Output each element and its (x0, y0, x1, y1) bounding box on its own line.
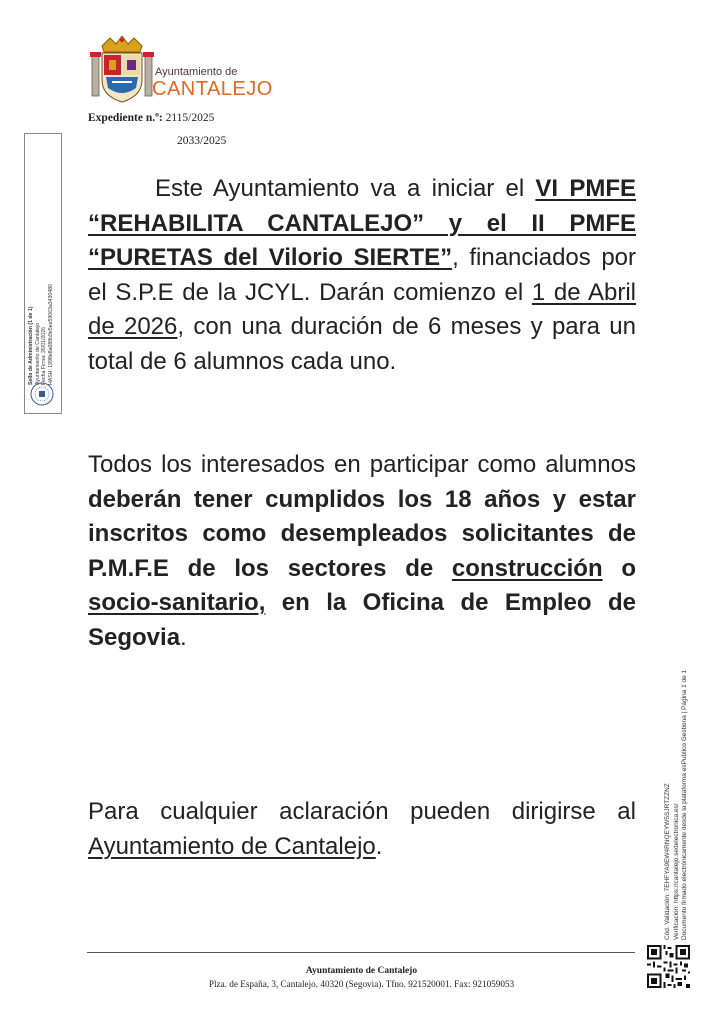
requirements-text: deberán tener cumplidos los 18 años y estar inscritos como desempleados solicitantes de P.M.F.E de los sectores de (88, 485, 636, 582)
seal-emblem-icon (29, 381, 55, 407)
validation-code: Cód. Validación: 7EHFYA9EW4RNQEYW5SJRTZZNZ (664, 783, 671, 940)
p2-period: . (180, 623, 187, 651)
expediente-number-2: 2033/2025 (177, 135, 227, 147)
start-date: 1 de Abril de 2026 (88, 278, 637, 340)
seal-hash: HASH: 1998e8a088b9e5ee59063a3430480 (47, 284, 54, 385)
validation-url[interactable]: Verificación: https://cantalejo.sedelectronica.es/ (672, 803, 680, 940)
p1-text-e: , con una duración de 6 meses y para un total de 6 alumnos cada uno. (88, 313, 636, 375)
p2-text-a: Todos los interesados en participar como alumnos (88, 451, 636, 478)
contact-link[interactable]: Ayuntamiento de Cantalejo (88, 832, 376, 860)
sector-construccion: construcción (451, 554, 603, 582)
employment-office: en la Oficina de Empleo de Segovia (88, 589, 636, 651)
contact-paragraph (88, 795, 636, 864)
footer-name: Ayuntamiento de Cantalejo (305, 966, 418, 976)
expediente (88, 112, 214, 124)
validation-note: Documento firmado electrónicamente desde la plataforma esPublico Gestiona | Página 1 de 1 (681, 669, 688, 940)
p1-text-c: , financiados por el S.P.E de la JCYL. Darán comienzo el (88, 244, 637, 306)
expediente-number-1: 2115/2025 (165, 112, 215, 124)
p3-period: . (375, 832, 383, 860)
announcement-paragraph (88, 172, 636, 379)
footer-divider (87, 952, 635, 953)
footer-address: Plza. de España, 3, Cantalejo. 40320 (Segovia). Tfno. 921520001. Fax: 921059053 (208, 979, 515, 989)
expediente-label: Expediente n.º: (88, 112, 163, 124)
p3-text-a: Para cualquier aclaración pueden dirigirse al (88, 798, 636, 825)
logo-text-ayuntamiento: Ayuntamiento de (155, 66, 238, 78)
seal-entity: Ayuntamiento de Cantalejo (34, 322, 41, 385)
validation-text (664, 620, 690, 940)
p2-text-o: o (602, 554, 636, 582)
seal-title: Sello de Administración (1 de 1) (28, 306, 34, 385)
logo-text-town: CANTALEJO (152, 78, 273, 100)
requirements-paragraph (88, 448, 636, 655)
seal-date: Fecha Firma: 26/01/2026 (41, 327, 47, 385)
p1-text-a: Este Ayuntamiento va a iniciar el (155, 175, 536, 202)
seal-text (28, 115, 54, 385)
program-names: VI PMFE “REHABILITA CANTALEJO” y el II PMFE “PURETAS del Vilorio SIERTE” (88, 175, 636, 271)
administration-seal-box (24, 133, 62, 414)
coat-of-arms-icon (90, 36, 154, 106)
sector-socio-sanitario: socio-sanitario, (88, 589, 266, 616)
